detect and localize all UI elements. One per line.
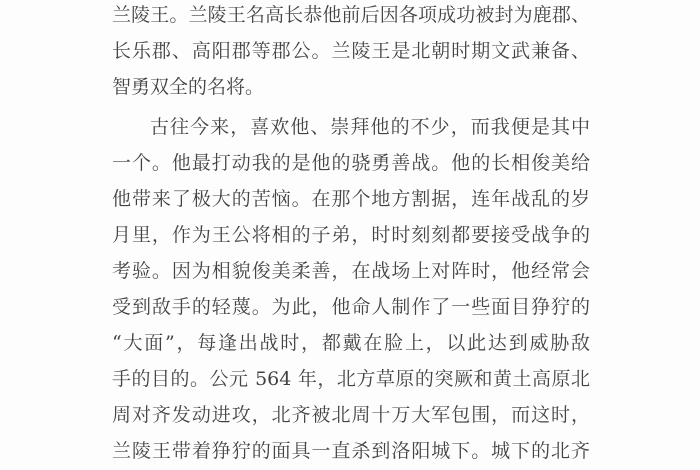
text-line: 周对齐发动进攻，北齐被北周十万大军包围，而这时， <box>112 404 590 426</box>
text-line: 古往今来，喜欢他、崇拜他的不少，而我便是其中 <box>150 116 590 138</box>
text-line: 一个。他最打动我的是他的骁勇善战。他的长相俊美给 <box>112 152 590 174</box>
text-line: 受到敌手的轻蔑。为此，他命人制作了一些面目狰狞的 <box>112 296 590 318</box>
text-line: 月里，作为王公将相的子弟，时时刻刻都要接受战争的 <box>112 224 590 246</box>
paragraph-2 <box>112 109 590 469</box>
text-line: 手的目的。公元 564 年，北方草原的突厥和黄土高原北 <box>112 368 590 390</box>
text-line: 兰陵王带着狰狞的面具一直杀到洛阳城下。城下的北齐 <box>112 440 590 462</box>
text-line: 长乐郡、高阳郡等郡公。兰陵王是北朝时期文武兼备、 <box>112 40 590 62</box>
text-line: 智勇双全的名将。 <box>112 76 265 98</box>
text-line: 兰陵王。兰陵王名高长恭他前后因各项成功被封为鹿郡、 <box>112 4 590 26</box>
essay-text-block <box>112 0 590 469</box>
text-line: 他带来了极大的苦恼。在那个地方割据，连年战乱的岁 <box>112 188 590 210</box>
paragraph-1 <box>112 0 590 105</box>
text-line: 考验。因为相貌俊美柔善，在战场上对阵时，他经常会 <box>112 260 590 282</box>
text-line: “大面”，每逢出战时，都戴在脸上，以此达到威胁敌 <box>112 332 590 354</box>
